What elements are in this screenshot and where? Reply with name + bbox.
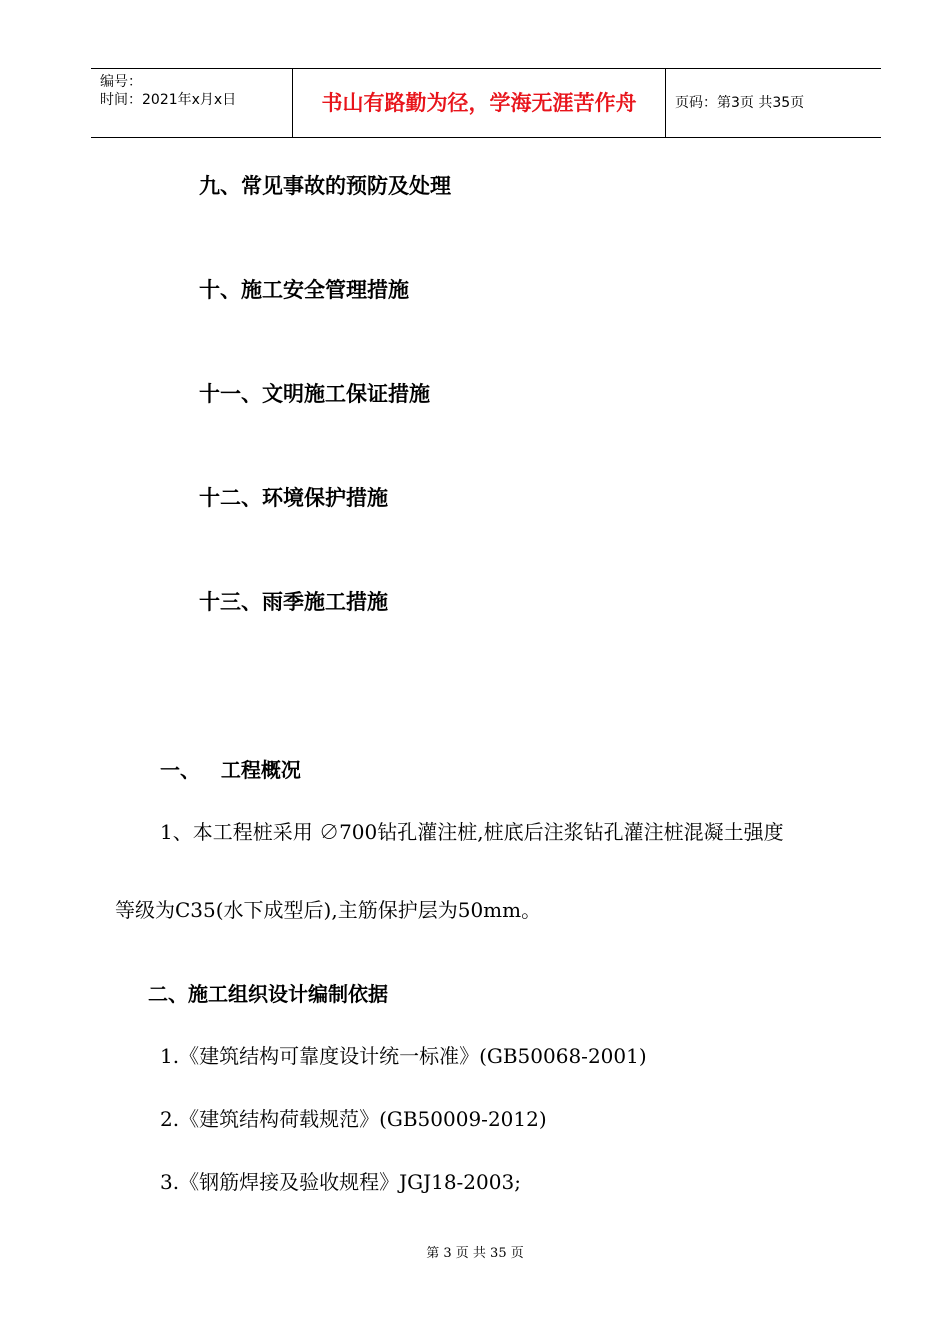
section-title-basis: 二、施工组织设计编制依据 [148, 982, 388, 1006]
toc-item: 十、施工安全管理措施 [199, 278, 409, 302]
overview-paragraph-line: 等级为C35(水下成型后),主筋保护层为50mm。 [115, 898, 542, 922]
header-motto-cell [293, 69, 666, 137]
page-footer: 第 3 页 共 35 页 [426, 1246, 524, 1261]
document-number-label: 编号： [100, 74, 142, 90]
document-time-label: 时间：2021年x月x日 [100, 92, 237, 108]
reference-item: 3.《钢筋焊接及验收规程》JGJ18-2003; [160, 1170, 521, 1194]
overview-paragraph-line: 1、本工程桩采用 ∅700钻孔灌注桩,桩底后注浆钻孔灌注桩混凝土强度 [160, 820, 784, 844]
header-page-info: 页码：第3页 共35页 [675, 95, 805, 111]
toc-item: 十三、雨季施工措施 [199, 590, 388, 614]
reference-item: 2.《建筑结构荷载规范》(GB50009-2012) [160, 1107, 547, 1131]
header-motto: 书山有路勤为径，学海无涯苦作舟 [321, 91, 637, 115]
toc-item: 九、常见事故的预防及处理 [199, 174, 451, 198]
page-header [91, 68, 881, 138]
section-title-overview: 一、 工程概况 [160, 758, 301, 782]
toc-item: 十二、环境保护措施 [199, 486, 388, 510]
header-meta-cell [91, 69, 293, 137]
header-page-cell [666, 69, 881, 137]
reference-item: 1.《建筑结构可靠度设计统一标准》(GB50068-2001) [160, 1044, 647, 1068]
toc-item: 十一、文明施工保证措施 [199, 382, 430, 406]
